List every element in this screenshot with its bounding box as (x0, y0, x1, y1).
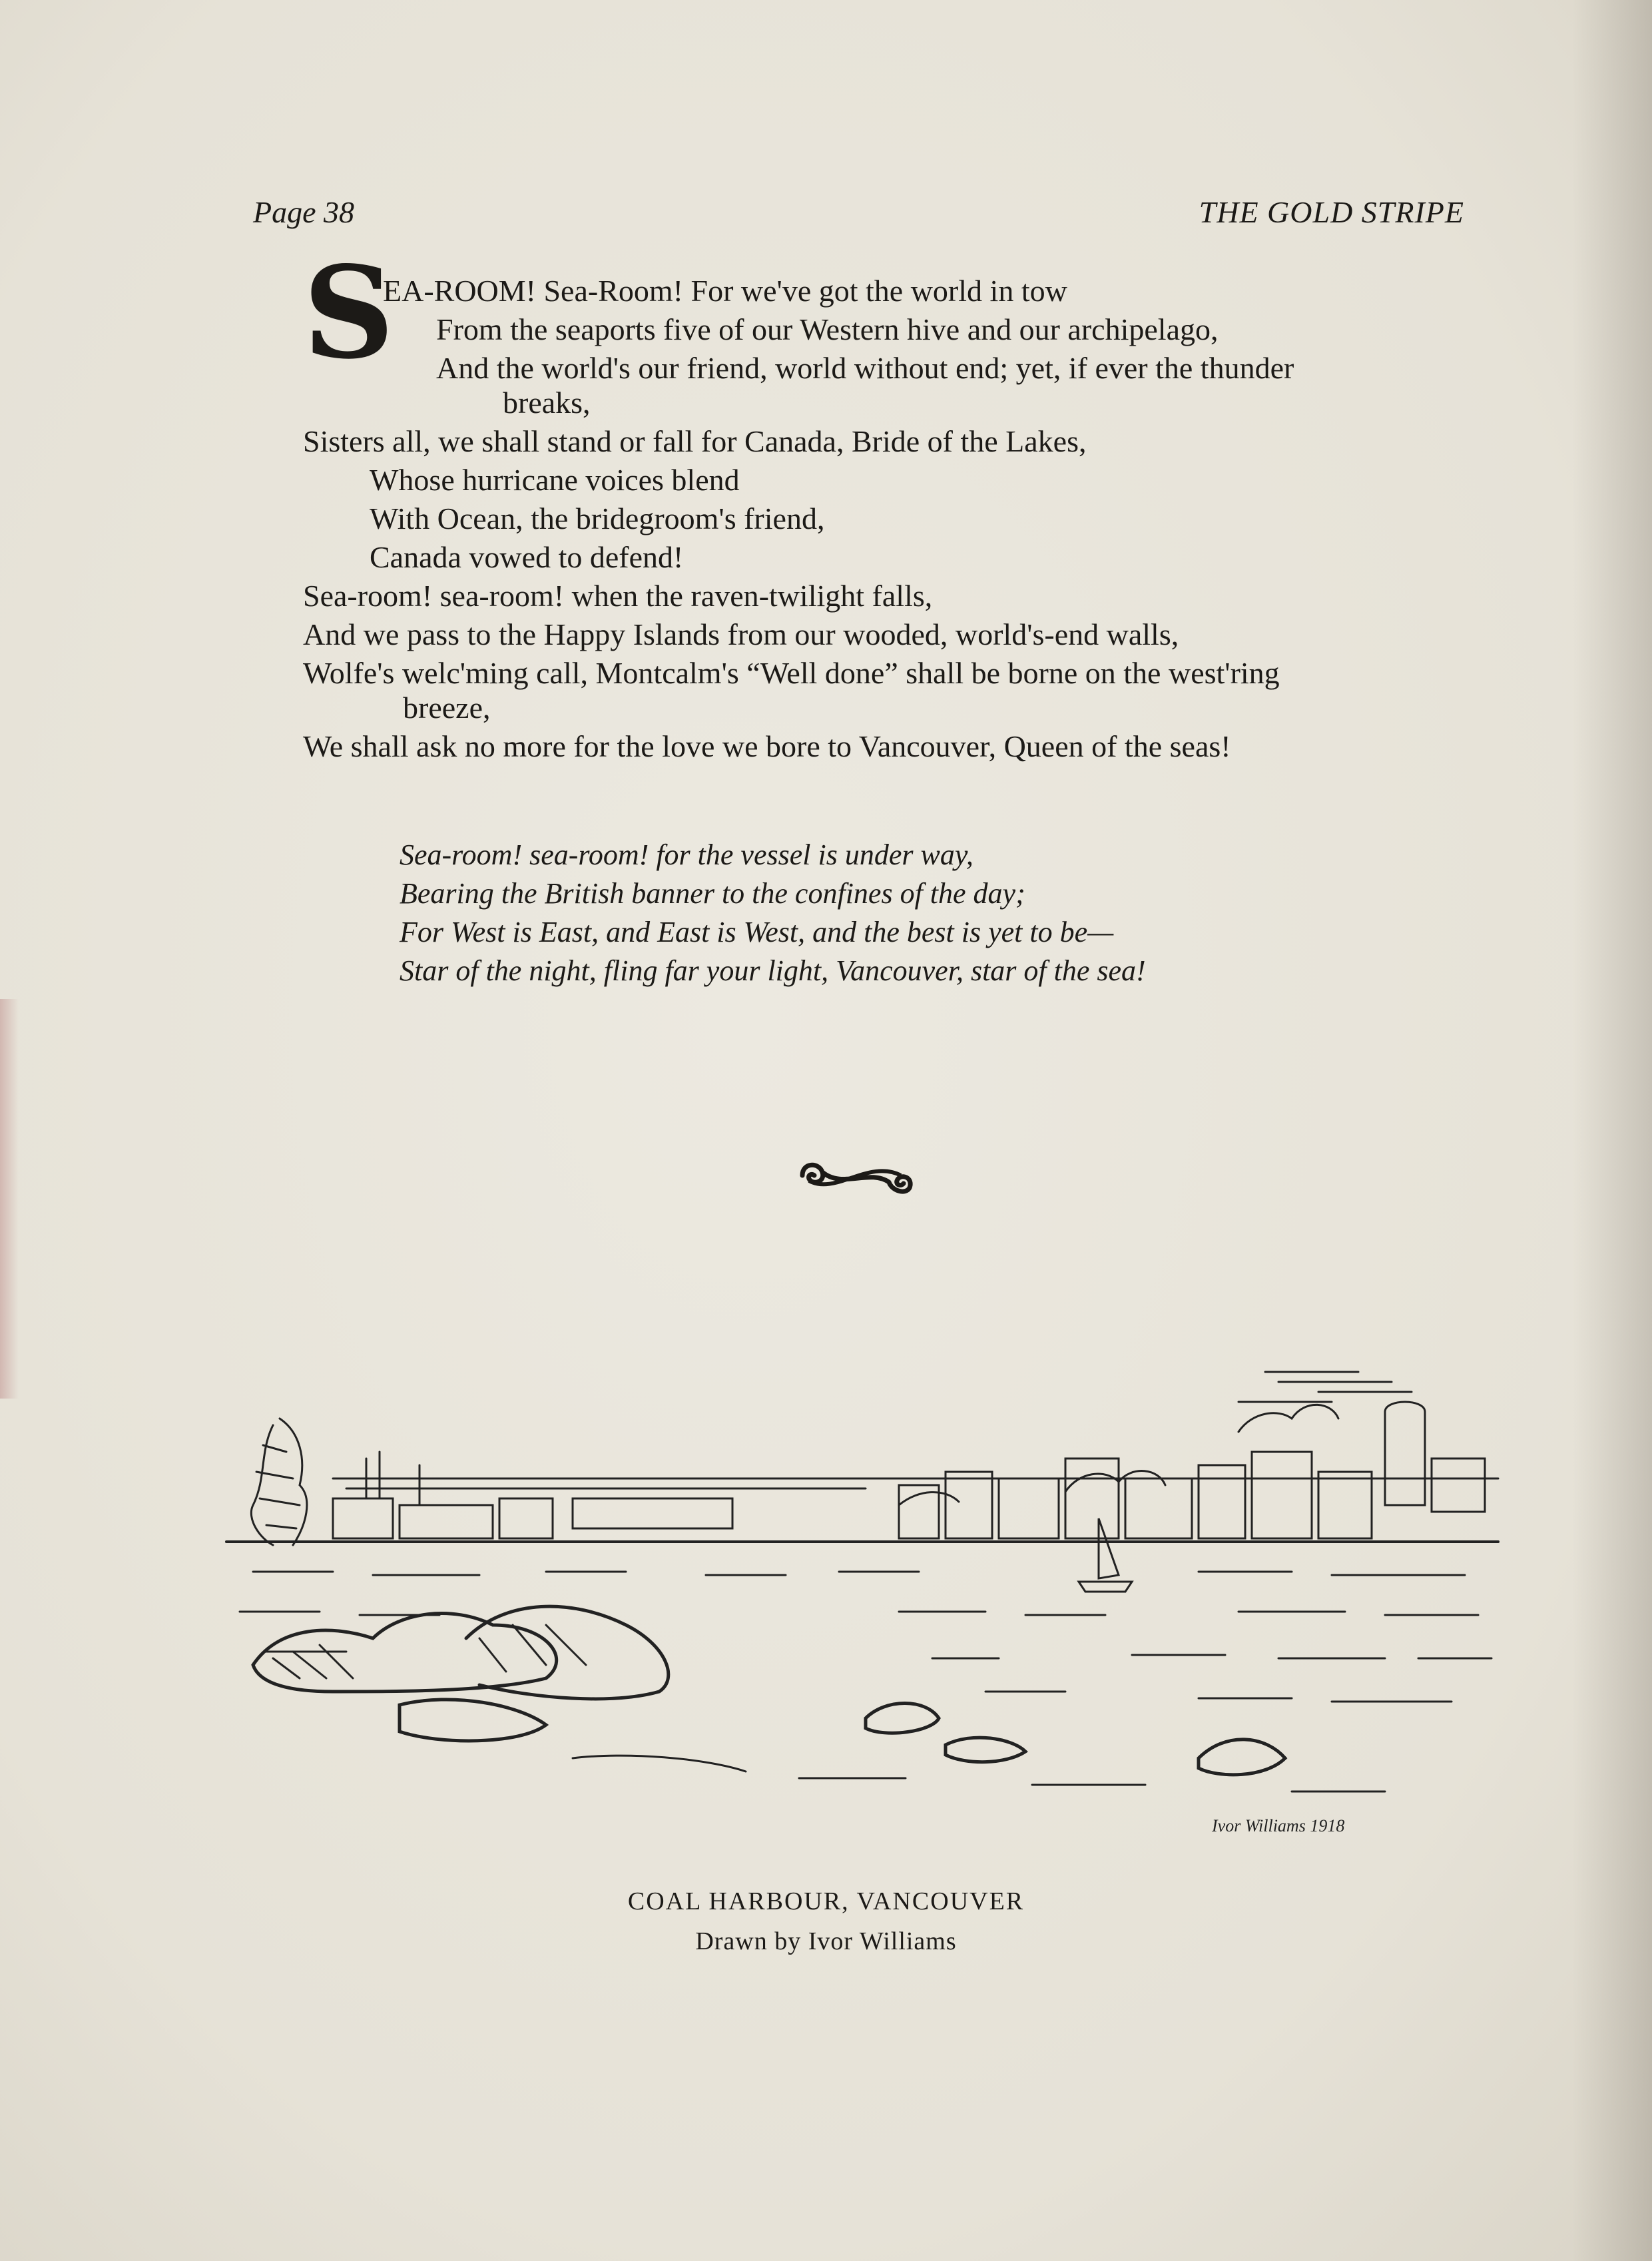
caption-credit: Drawn by Ivor Williams (695, 1927, 957, 1955)
poem-line-4: breaks, (503, 386, 591, 420)
poem-line-1: EA-ROOM! Sea-Room! For we've got the world in tow (383, 274, 1067, 308)
scroll-ornament (789, 1155, 922, 1202)
poem-line-8: Canada vowed to defend! (370, 540, 684, 574)
chorus (400, 836, 1146, 990)
chorus-line-2: Bearing the British banner to the confines of the day; (400, 877, 1025, 910)
poem-line-5: Sisters all, we shall stand or fall for Canada, Bride of the Lakes, (303, 424, 1087, 458)
gutter-shadow (1572, 0, 1652, 2261)
caption-title: COAL HARBOUR, VANCOUVER (627, 1887, 1025, 1915)
poem-line-7: With Ocean, the bridegroom's friend, (370, 501, 825, 535)
poem-line-3: And the world's our friend, world without end; yet, if ever the thunder (436, 351, 1294, 385)
poem-line-2: From the seaports five of our Western hive and our archipelago, (436, 312, 1219, 346)
page-number: Page 38 (253, 195, 355, 229)
chorus-line-3: For West is East, and East is West, and the best is yet to be— (400, 916, 1114, 948)
poem-line-9: Sea-room! sea-room! when the raven-twilight falls, (303, 579, 933, 613)
chorus-line-1: Sea-room! sea-room! for the vessel is under way, (400, 838, 973, 871)
page-edge-tint (0, 999, 19, 1399)
poem-line-11: Wolfe's welc'ming call, Montcalm's “Well done” shall be borne on the west'ring (303, 656, 1280, 690)
illustration-signature: Ivor Williams 1918 (1212, 1816, 1345, 1835)
poem-line-6: Whose hurricane voices blend (370, 463, 740, 497)
poem-line-10: And we pass to the Happy Islands from our wooded, world's-end walls, (303, 617, 1179, 651)
journal-title: THE GOLD STRIPE (1199, 195, 1464, 229)
chorus-line-4: Star of the night, fling far your light, Vancouver, star of the sea! (400, 954, 1146, 987)
poem-line-13: We shall ask no more for the love we bore to Vancouver, Queen of the seas! (303, 729, 1231, 763)
coal-harbour-illustration (200, 1345, 1518, 1851)
poem-line-12: breeze, (403, 691, 491, 725)
drop-cap: S (303, 238, 395, 387)
